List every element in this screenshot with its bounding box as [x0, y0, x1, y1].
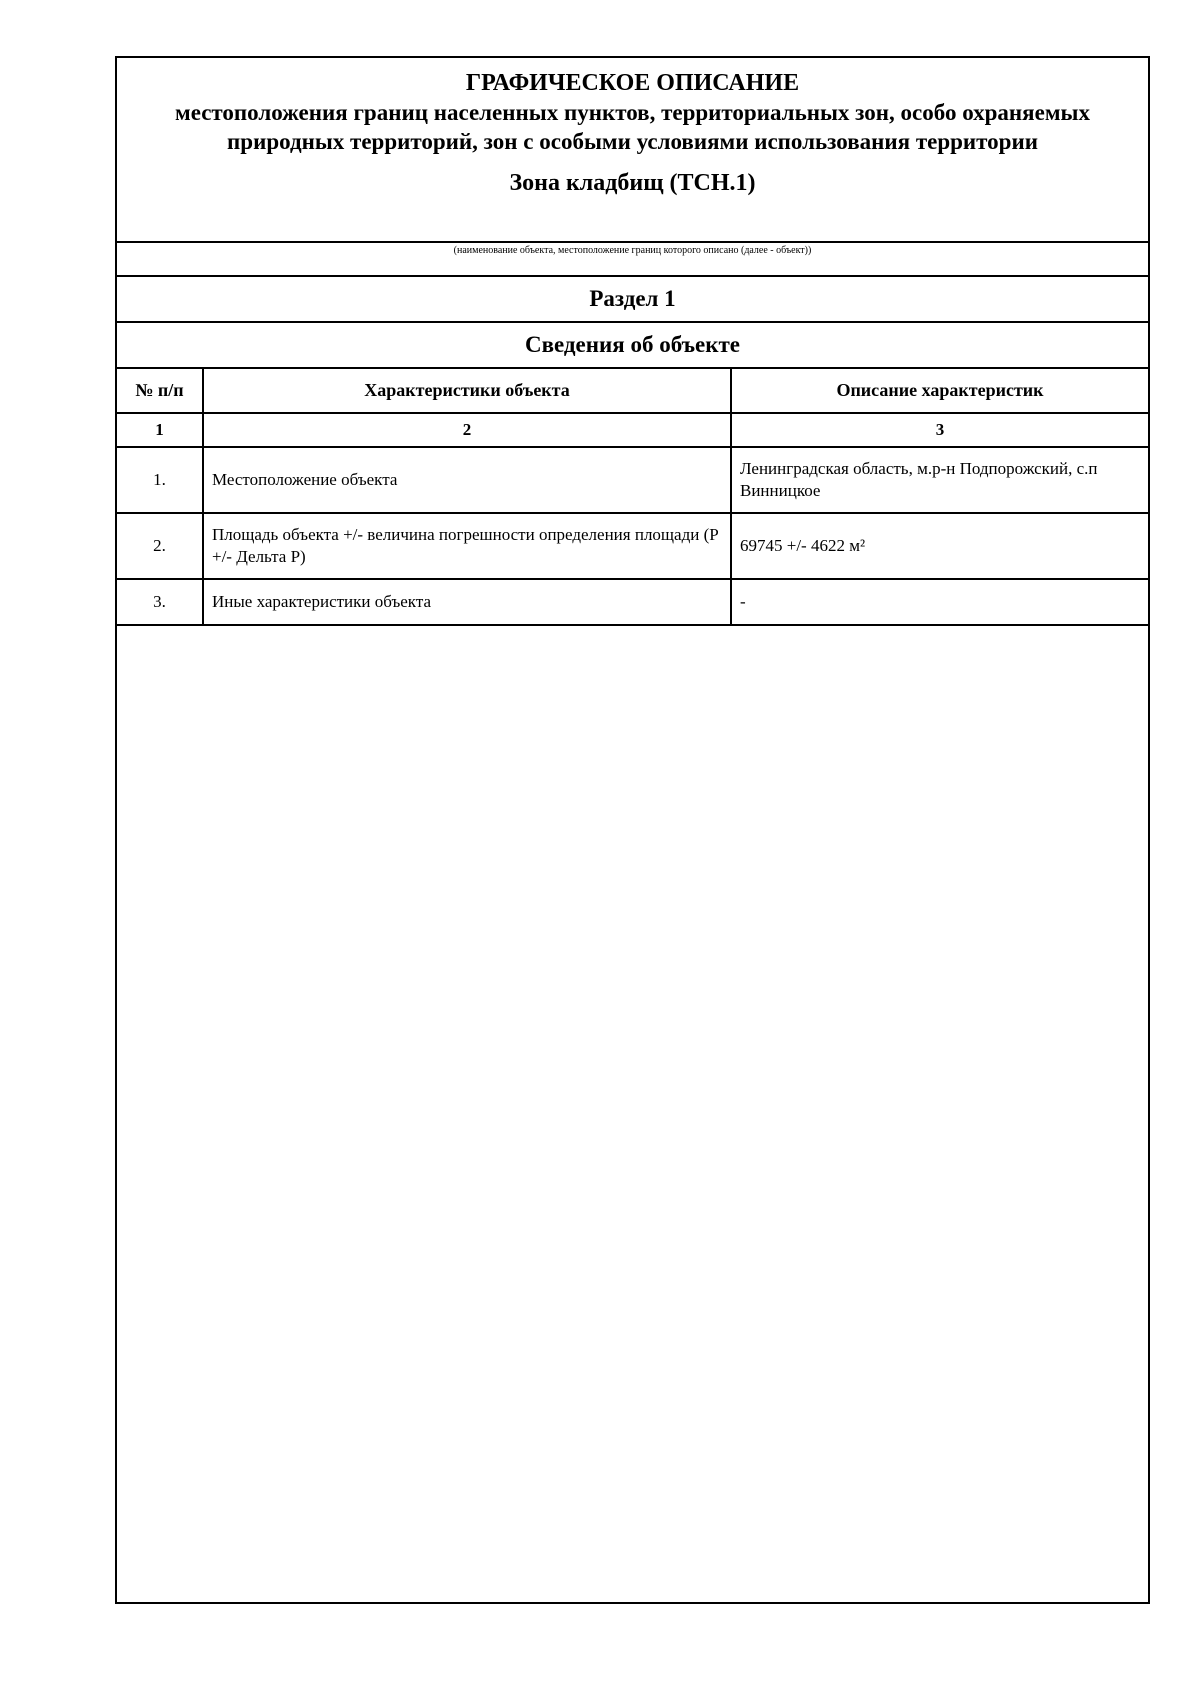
section-title: Раздел 1 [117, 277, 1148, 323]
row-characteristic: Местоположение объекта [203, 447, 731, 513]
header-number: № п/п [117, 369, 203, 413]
row-description: 69745 +/- 4622 м² [731, 513, 1148, 579]
document-frame [115, 56, 1150, 1604]
row-description: Ленинградская область, м.р-н Подпорожский, с.п Винницкое [731, 447, 1148, 513]
row-description: - [731, 579, 1148, 625]
column-number: 1 [117, 413, 203, 447]
object-caption: (наименование объекта, местоположение границ которого описано (далее - объект)) [117, 243, 1148, 277]
header-description: Описание характеристик [731, 369, 1148, 413]
row-number: 2. [117, 513, 203, 579]
row-number: 1. [117, 447, 203, 513]
row-characteristic: Площадь объекта +/- величина погрешности определения площади (Р +/- Дельта Р) [203, 513, 731, 579]
table-row [117, 447, 1148, 513]
header-characteristic: Характеристики объекта [203, 369, 731, 413]
object-info-table [117, 369, 1148, 626]
table-header-row [117, 369, 1148, 413]
document-title: ГРАФИЧЕСКОЕ ОПИСАНИЕ [465, 70, 800, 96]
column-number: 2 [203, 413, 731, 447]
row-characteristic: Иные характеристики объекта [203, 579, 731, 625]
object-name: Зона кладбищ (ТСН.1) [509, 170, 756, 196]
column-number-row [117, 413, 1148, 447]
column-number: 3 [731, 413, 1148, 447]
table-row [117, 579, 1148, 625]
document-header [117, 58, 1148, 243]
table-row [117, 513, 1148, 579]
row-number: 3. [117, 579, 203, 625]
document-subtitle: местоположения границ населенных пунктов, территориальных зон, особо охраняемых природных территорий, зон с особыми условиями использования территории [175, 100, 1090, 154]
section-subtitle: Сведения об объекте [117, 323, 1148, 369]
